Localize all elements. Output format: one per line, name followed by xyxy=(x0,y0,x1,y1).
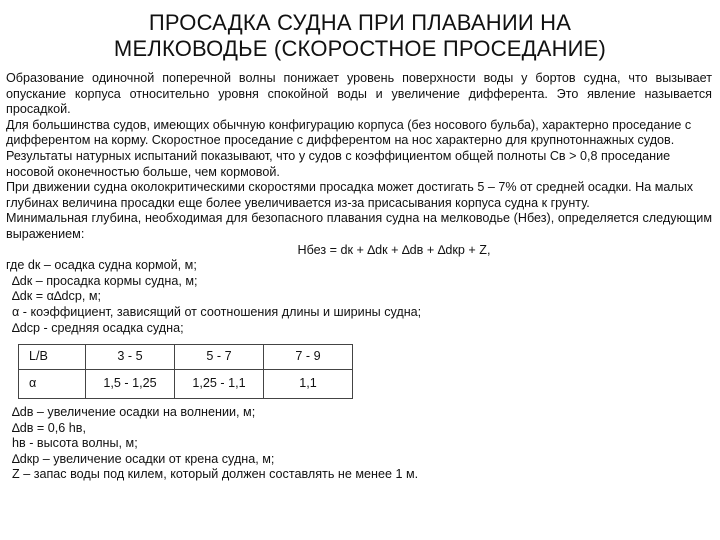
definition-alpha: α - коэффициент, зависящий от соотношения длины и ширины судна; xyxy=(12,304,422,319)
definition-wave-increase: ∆dв – увеличение осадки на волнении, м; xyxy=(12,405,256,420)
definition-wave-height: hв - высота волны, м; xyxy=(12,436,138,451)
slide-body xyxy=(6,71,712,483)
formula: Нбез = dк + ∆dк + ∆dв + ∆dкр + Z, xyxy=(297,242,491,257)
paragraph-squat-value: При движении судна околокритическими скоростями просадка может достигать 5 – 7% от средней осадки. На малых глубинах величина просадки еще более увеличивается из-за присасывания корпуса судна к грунту. xyxy=(6,180,694,210)
definition-mean-draft: ∆dср - средняя осадка судна; xyxy=(12,320,184,335)
paragraph-trim: Для большинства судов, имеющих обычную конфигурацию корпуса (без носового бульба), характерно проседание с дифферентом на корму. Скоростное проседание с дифферентом на нос характерно для крупнотоннажных судов. Результаты натурных испытаний показывают, что у судов с коэффициентом общей полноты Св > 0,8 проседание носовой оконечностью больше, чем кормовой. xyxy=(6,117,692,179)
table-cell: 1,25 - 1,1 xyxy=(175,370,264,399)
paragraph-min-depth: Минимальная глубина, необходимая для безопасного плавания судна на мелководье (Нбез), определяется следующим выражением: xyxy=(6,211,712,241)
table-cell: 3 - 5 xyxy=(86,345,175,370)
definition-stern-draft: где dк – осадка судна кормой, м; xyxy=(6,258,197,273)
definition-keel-clearance: Z – запас воды под килем, который должен составлять не менее 1 м. xyxy=(12,467,419,482)
table-cell: 5 - 7 xyxy=(175,345,264,370)
title-line-2: МЕЛКОВОДЬЕ (СКОРОСТНОЕ ПРОСЕДАНИЕ) xyxy=(113,36,607,61)
definition-stern-squat: ∆dк – просадка кормы судна, м; xyxy=(12,273,198,288)
title-line-1: ПРОСАДКА СУДНА ПРИ ПЛАВАНИИ НА xyxy=(148,10,572,35)
page-title xyxy=(0,10,720,62)
table-cell: 1,5 - 1,25 xyxy=(86,370,175,399)
table-row xyxy=(19,370,353,399)
definition-wave-formula: ∆dв = 0,6 hв, xyxy=(12,420,86,435)
definition-stern-squat-formula: ∆dк = α∆dср, м; xyxy=(12,289,102,304)
paragraph-wave: Образование одиночной поперечной волны понижает уровень поверхности воды у бортов судна, что вызывает опускание корпуса относительно уровня спокойной воды и увеличение дифферента. Это явление называется просадкой. xyxy=(6,71,712,117)
table-cell: 7 - 9 xyxy=(264,345,353,370)
table-row xyxy=(19,345,353,370)
coefficient-table xyxy=(18,344,353,399)
table-cell: α xyxy=(19,370,86,399)
table-cell: 1,1 xyxy=(264,370,353,399)
table-cell: L/B xyxy=(19,345,86,370)
definition-heel-increase: ∆dкр – увеличение осадки от крена судна, м; xyxy=(12,451,275,466)
